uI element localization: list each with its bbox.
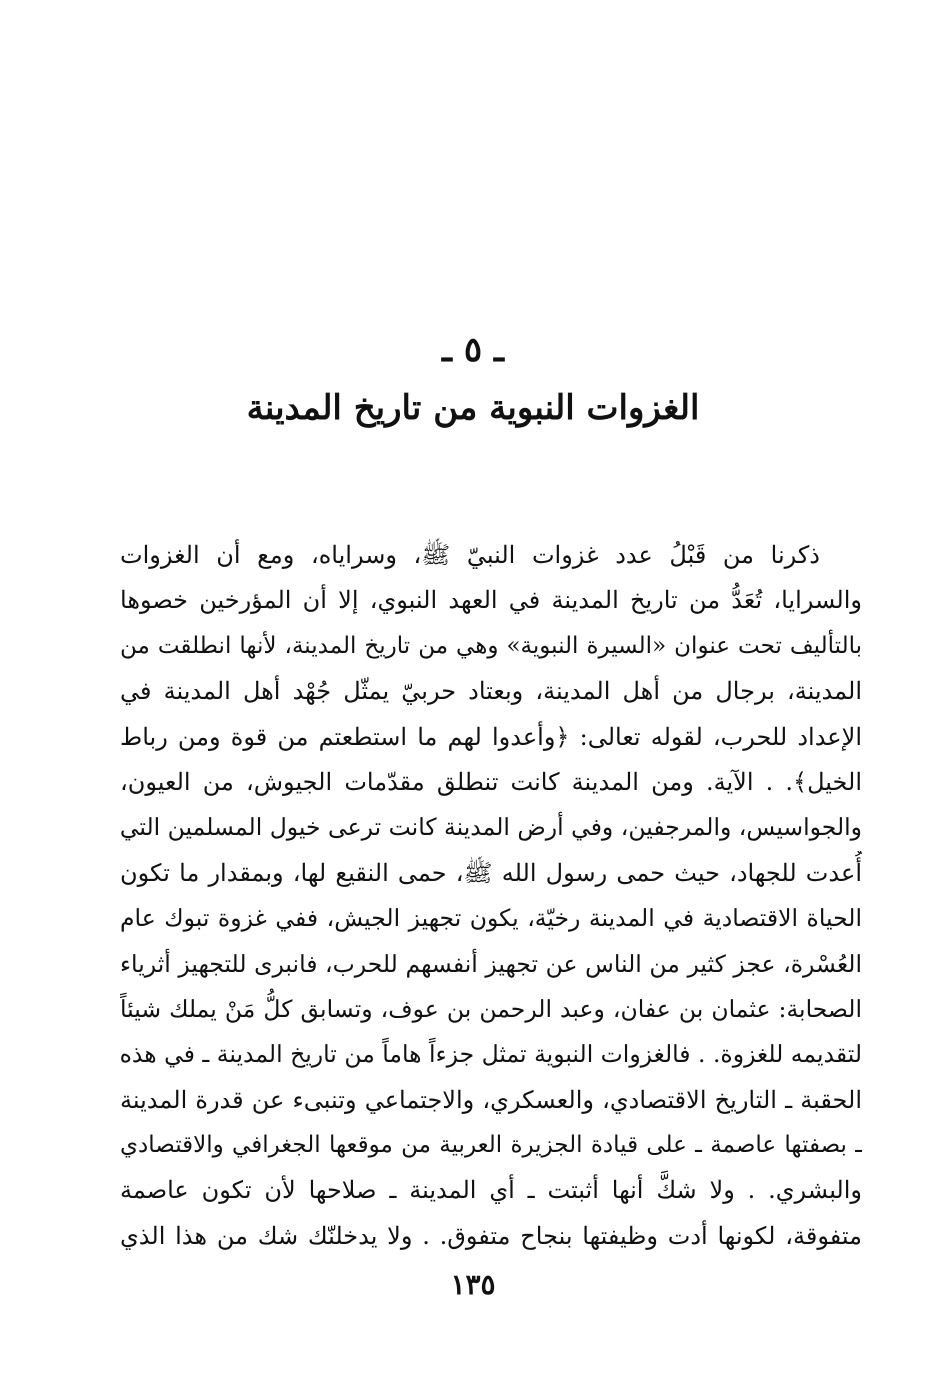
text-line: بالتأليف تحت عنوان «السيرة النبوية» وهي من تاريخ المدينة، لأنها انطلقت من: [120, 632, 862, 659]
page-number: ١٣٥: [450, 1268, 496, 1301]
text-line: الصحابة: عثمان بن عفان، وعبد الرحمن بن عوف، وتسابق كلُّ مَنْ يملك شيئاً: [120, 994, 862, 1023]
text-line: والجواسيس، والمرجفين، وفي أرض المدينة كانت ترعى خيول المسلمين التي: [120, 813, 862, 842]
text-line: الحقبة ـ التاريخ الاقتصادي، والعسكري، والاجتماعي وتنبىء عن قدرة المدينة: [120, 1085, 862, 1114]
text-line: الإعداد للحرب، لقوله تعالى: ﴿وأعدوا لهم ما استطعتم من قوة ومن رباط: [120, 722, 862, 751]
text-line: أُعدت للجهاد، حيث حمى رسول الله ﷺ، حمى النقيع لها، وبمقدار ما تكون: [120, 858, 862, 887]
text-line: ذكرنا من قَبْلُ عدد غزوات النبيّ ﷺ، وسراياه، ومع أن الغزوات: [120, 541, 820, 569]
text-line: لتقديمه للغزوة. . فالغزوات النبوية تمثل جزءاً هاماً من تاريخ المدينة ـ في هذه: [120, 1040, 862, 1069]
text-line: الخيل﴾. . الآية. ومن المدينة كانت تنطلق مقدّمات الجيوش، من العيون،: [120, 767, 862, 796]
text-line: ـ بصفتها عاصمة ـ على قيادة الجزيرة العربية من موقعها الجغرافي والاقتصادي: [120, 1132, 862, 1159]
body-paragraph: [120, 533, 862, 1259]
text-line: والبشري. . ولا شكَّ أنها أثبتت ـ أي المدينة ـ صلاحها لأن تكون عاصمة: [120, 1176, 862, 1205]
text-line: والسرايا، تُعَدُّ من تاريخ المدينة في العهد النبوي، إلا أن المؤرخين خصوها: [120, 586, 862, 615]
chapter-title: الغزوات النبوية من تاريخ المدينة: [246, 388, 700, 428]
text-line: العُسْرة، عجز كثير من الناس عن تجهيز أنفسهم للحرب، فانبرى للتجهيز أثرياء: [120, 949, 862, 978]
text-line: المدينة، برجال من أهل المدينة، وبعتاد حربيّ يمثّل جُهْد أهل المدينة في: [120, 677, 862, 706]
chapter-number: ـ ٥ ـ: [442, 330, 504, 370]
text-line: الحياة الاقتصادية في المدينة رخيّة، يكون تجهيز الجيش، ففي غزوة تبوك عام: [120, 904, 862, 933]
text-line: متفوقة، لكونها أدت وظيفتها بنجاح متفوق. . ولا يدخلنّك شك من هذا الذي: [120, 1221, 862, 1250]
